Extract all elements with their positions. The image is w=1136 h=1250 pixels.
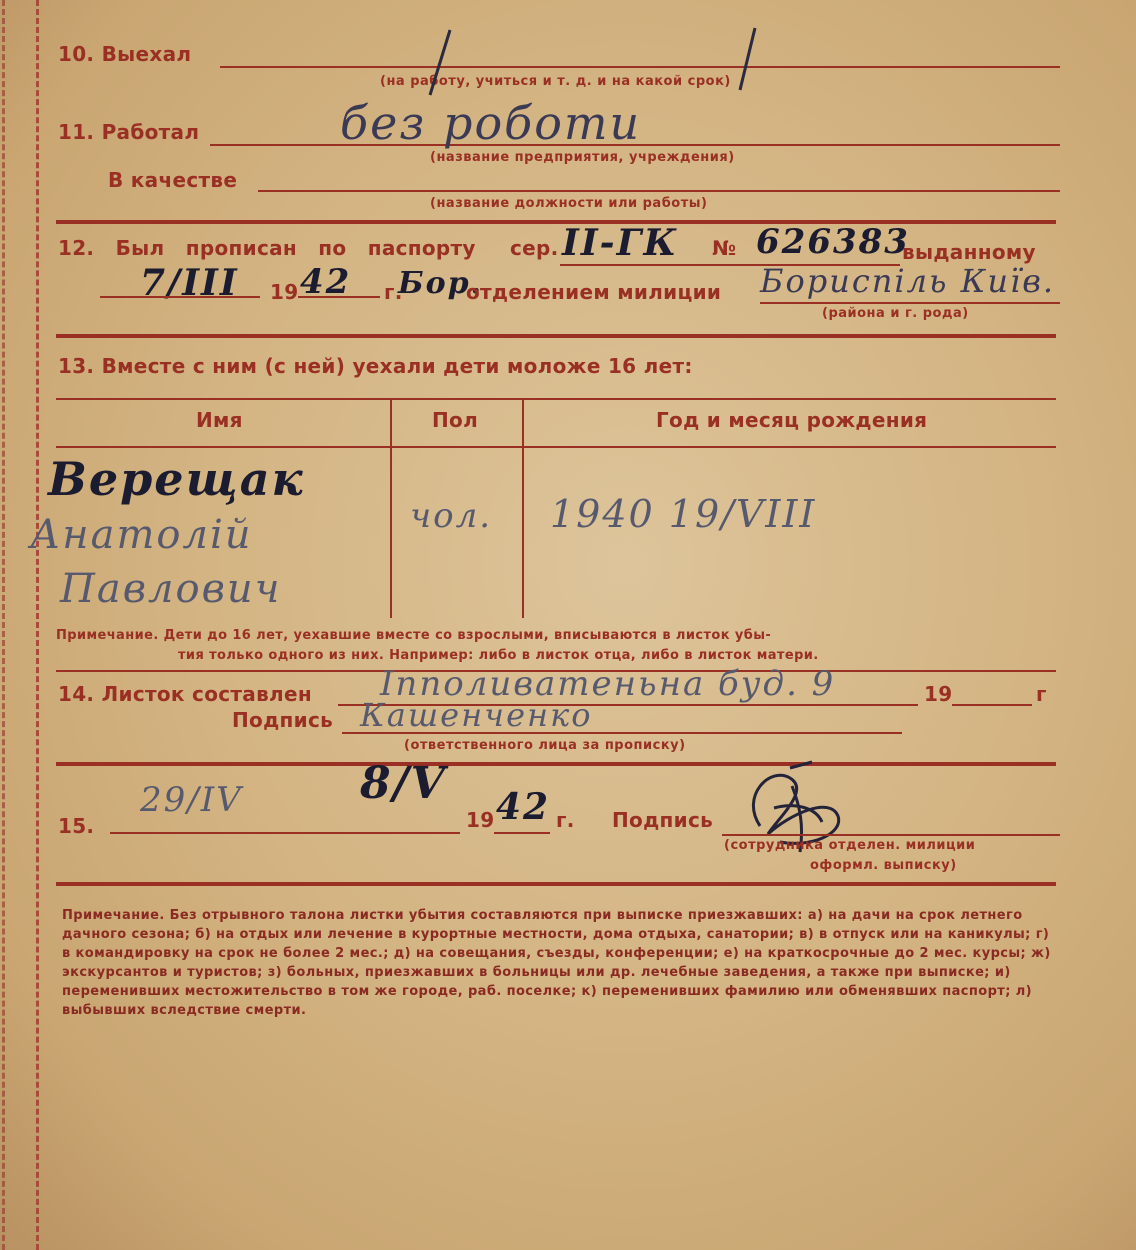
field-14-label: 14. Листок составлен: [58, 682, 312, 706]
field-14-handwritten-value: Іпполиватеньна буд. 9: [380, 664, 836, 704]
field-12-handwritten-year: 42: [300, 262, 352, 302]
field-14-year-prefix: 19: [924, 682, 953, 706]
child-name: Анатолій: [30, 512, 253, 558]
field-14-year-line: [952, 704, 1032, 706]
table-header-sex: Пол: [432, 408, 479, 432]
field-14-sign-label: Подпись: [232, 708, 334, 732]
section-divider-2: [56, 334, 1056, 338]
field-15-sign-line: [722, 834, 1060, 836]
field-12-caption: (района и г. рода): [822, 306, 969, 321]
field-12-year-suffix: г.: [384, 280, 403, 304]
field-11-sub-label: В качестве: [108, 168, 238, 192]
field-13-label: 13. Вместе с ним (с ней) уехали дети моложе 16 лет:: [58, 354, 693, 378]
field-15-date-line: [110, 832, 460, 834]
field-12-handwritten-place: Бориспіль Київ.: [760, 262, 1056, 300]
field-12-year-prefix: 19: [270, 280, 299, 304]
field-12-handwritten-date: 7/III: [140, 262, 239, 304]
field-12-series-label: сер.: [510, 236, 559, 260]
field-12-date-line: [100, 296, 260, 298]
table-top-line: [56, 398, 1056, 400]
child-sex: чол.: [410, 496, 493, 536]
field-10-label: 10. Выехал: [58, 42, 192, 66]
table-col-divider-1: [390, 398, 392, 618]
left-perforation-outer: [2, 0, 5, 1250]
field-10-strike-marks: [410, 20, 810, 100]
table-header-line: [56, 446, 1056, 448]
field-15-caption-2: оформл. выписку): [810, 858, 957, 873]
child-surname: Верещак: [48, 452, 305, 506]
field-10-caption: (на работу, учиться и т. д. и на какой срок): [380, 74, 731, 89]
field-12-dept-label: отделением милиции: [466, 280, 722, 304]
field-12-label: 12. Был прописан по паспорту: [58, 236, 476, 260]
field-15-sign-label: Подпись: [612, 808, 714, 832]
field-15-year-prefix: 19: [466, 808, 495, 832]
section-divider-5: [56, 882, 1056, 886]
note-1-line-1: Примечание. Дети до 16 лет, уехавшие вместе со взрослыми, вписываются в листок убы-: [56, 628, 772, 643]
left-perforation: [36, 0, 39, 1250]
field-12-handwritten-dept: Бор.: [398, 266, 484, 301]
field-11-handwritten-workplace: без роботи: [340, 96, 642, 150]
note-2: Примечание. Без отрывного талона листки убытия составляются при выписке приезжавших: а) на дачи на срок летнего дачного сезона; б) на отдых или лечение в курортные местности, дома отдыха, санатории; в) в отпуск или на каникулы; г) в командировку на срок не более 2 мес.; д) на совещания, съезды, конференции; е) на краткосрочные до 2 мес. курсы; ж) экскурсантов и туристов; з) больных, приезжавших в больницы или др. лечебные заведения, а также при выписке; и) переменивших местожительство в том же городе, раб. поселке; к) переменивших фамилию или обменявших паспорт; л) выбывших вследствие смерти.: [62, 908, 1051, 1018]
field-14-handwritten-sign: Кашенченко: [360, 696, 593, 734]
field-12-handwritten-number: 626383: [756, 222, 910, 262]
field-12-number-label: №: [712, 236, 737, 260]
child-patronymic: Павлович: [60, 566, 282, 612]
field-15-year-suffix: г.: [556, 808, 575, 832]
field-12-issued-label: выданному: [902, 240, 1036, 264]
table-header-birth: Год и месяц рождения: [656, 408, 928, 432]
section-divider-4: [56, 762, 1056, 766]
field-14-year-suffix: г: [1036, 682, 1047, 706]
field-15-handwritten-day: 8/V: [360, 758, 447, 809]
field-14-sign-line: [342, 732, 902, 734]
field-11-label: 11. Работал: [58, 120, 200, 144]
field-15-label: 15.: [58, 814, 95, 838]
field-15-handwritten-date: 29/IV: [140, 780, 243, 820]
table-header-name: Имя: [196, 408, 243, 432]
note-1-line-2: тия только одного из них. Например: либо в листок отца, либо в листок матери.: [178, 648, 819, 663]
field-12-handwritten-series: II-ГК: [562, 222, 679, 264]
field-15-year-line: [494, 832, 550, 834]
field-12-place-line: [760, 302, 1060, 304]
field-15-caption-1: (сотрудника отделен. милиции: [724, 838, 976, 853]
child-birth: 1940 19/VIII: [550, 492, 817, 536]
field-11-caption: (название предприятия, учреждения): [430, 150, 735, 165]
field-11-sub-caption: (название должности или работы): [430, 196, 708, 211]
field-15-handwritten-year: 42: [496, 786, 551, 828]
field-12-year-line: [298, 296, 380, 298]
field-14-caption: (ответственного лица за прописку): [404, 738, 686, 753]
field-11-sub-line: [258, 190, 1060, 192]
table-col-divider-2: [522, 398, 524, 618]
